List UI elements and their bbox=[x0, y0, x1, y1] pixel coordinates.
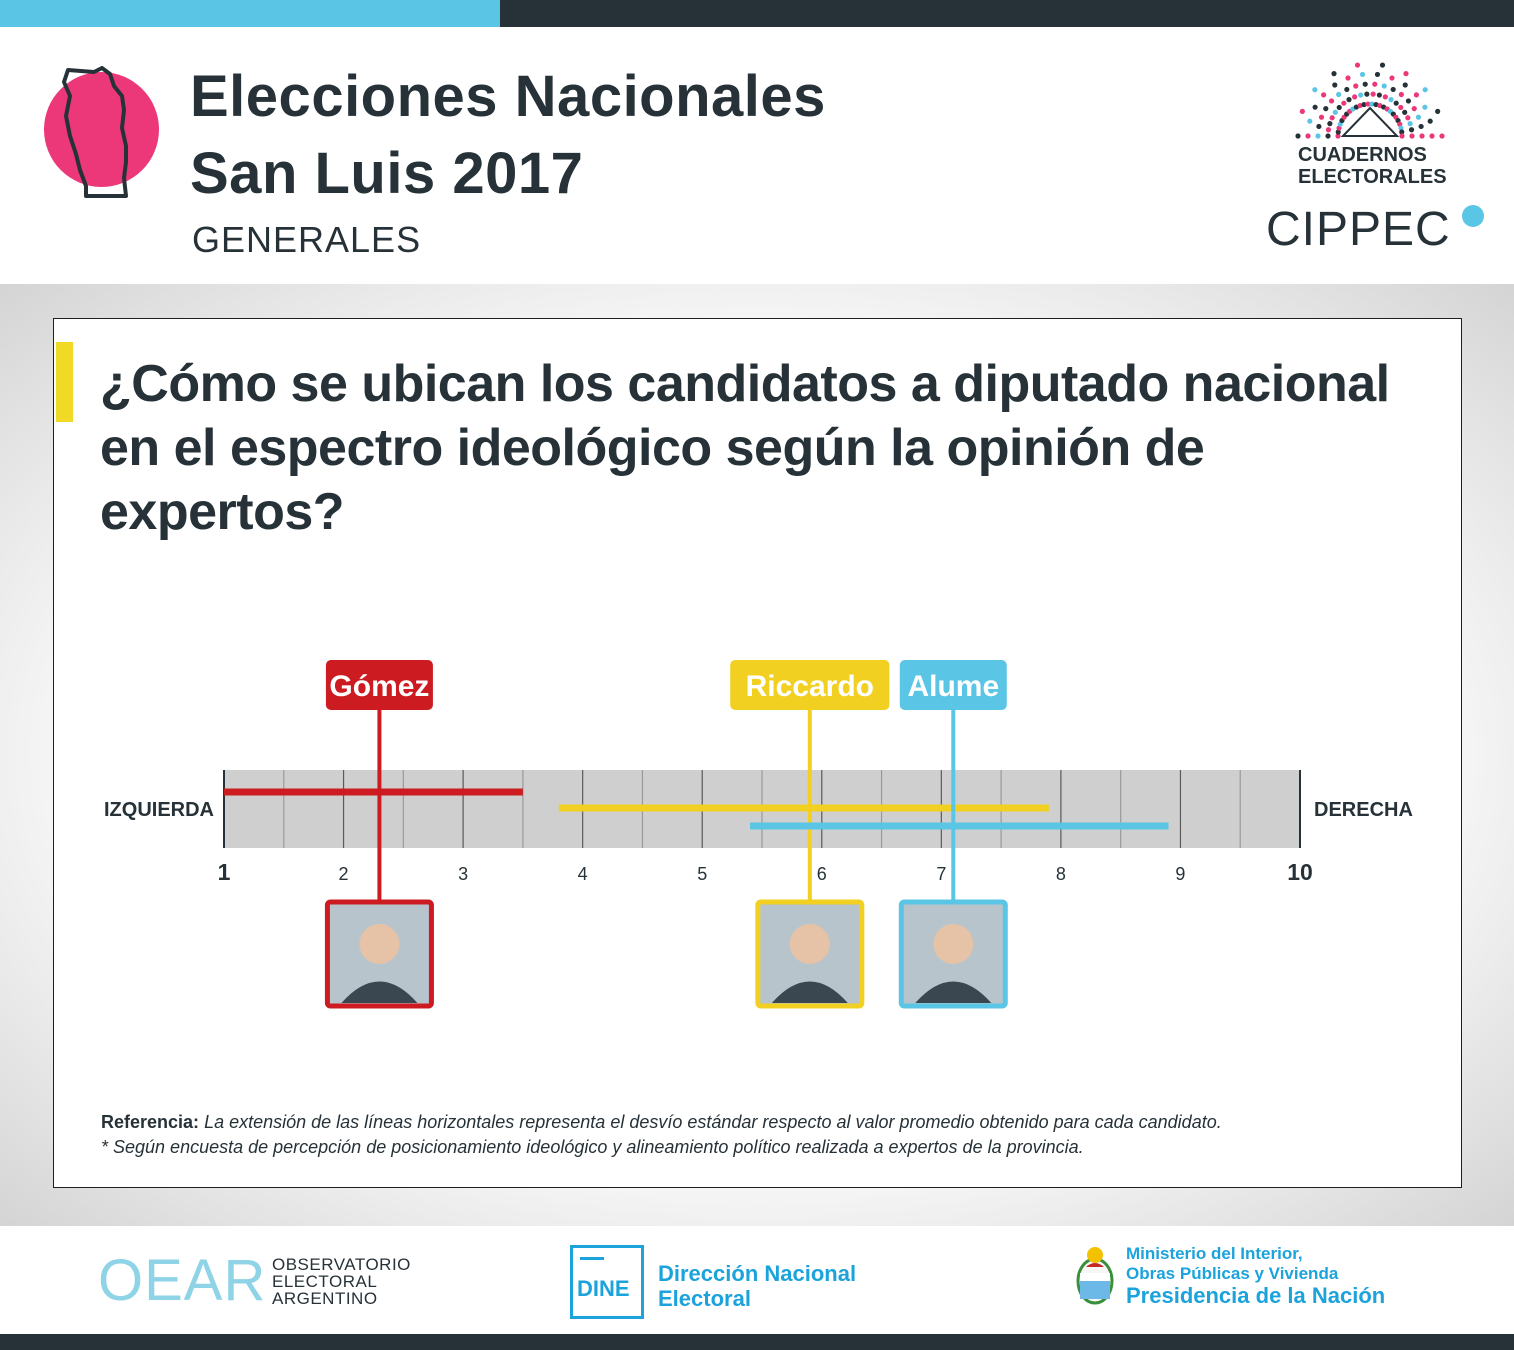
presidency-text: Presidencia de la Nación bbox=[1126, 1283, 1386, 1308]
cuadernos-electorales-logo-icon bbox=[1295, 62, 1445, 142]
candidate-name: Alume bbox=[907, 670, 1000, 703]
parliament-seat-dot bbox=[1329, 98, 1334, 103]
axis-tick-label: 6 bbox=[816, 864, 827, 884]
axis-tick-label: 10 bbox=[1287, 859, 1313, 885]
parliament-seat-dot bbox=[1360, 72, 1365, 77]
parliament-seat-dot bbox=[1403, 82, 1408, 87]
parliament-seat-dot bbox=[1383, 94, 1388, 99]
parliament-seat-dot bbox=[1355, 62, 1360, 67]
candidate-avatar-head bbox=[933, 924, 973, 964]
dine-logo: DINE bbox=[577, 1276, 630, 1301]
parliament-seat-dot bbox=[1316, 124, 1321, 129]
parliament-seat-dot bbox=[1325, 133, 1330, 138]
parliament-seat-dot bbox=[1345, 75, 1350, 80]
parliament-seat-dot bbox=[1414, 92, 1419, 97]
parliament-seat-dot bbox=[1416, 115, 1421, 120]
chart-reference bbox=[101, 1110, 1451, 1160]
candidate-name: Gómez bbox=[329, 670, 430, 703]
parliament-seat-dot bbox=[1409, 133, 1414, 138]
axis-tick-label: 8 bbox=[1055, 864, 1066, 884]
right-axis-label: DERECHA bbox=[1314, 799, 1413, 821]
parliament-seat-dot bbox=[1409, 127, 1414, 132]
oear-logo: OEAR bbox=[98, 1248, 267, 1313]
parliament-seat-dot bbox=[1398, 105, 1403, 110]
axis-tick-label: 9 bbox=[1175, 864, 1186, 884]
parliament-seat-dot bbox=[1405, 115, 1410, 120]
parliament-seat-dot bbox=[1358, 92, 1363, 97]
parliament-seat-dot bbox=[1295, 133, 1300, 138]
bottom-bar bbox=[0, 1334, 1514, 1350]
dine-logo-bar bbox=[580, 1257, 604, 1260]
parliament-seat-dot bbox=[1372, 82, 1377, 87]
cuadernos-electorales-logo-text bbox=[1298, 144, 1447, 188]
parliament-seat-dot bbox=[1353, 83, 1358, 88]
parliament-seat-dot bbox=[1422, 105, 1427, 110]
parliament-seat-dot bbox=[1305, 133, 1310, 138]
reference-note: * Según encuesta de percepción de posicionamiento ideológico y alineamiento político realizada a expertos de la provincia. bbox=[101, 1137, 1084, 1157]
candidate-name: Riccardo bbox=[745, 670, 875, 703]
parliament-seat-dot bbox=[1419, 133, 1424, 138]
parliament-seat-dot bbox=[1419, 124, 1424, 129]
question-accent-bar bbox=[56, 342, 73, 422]
parliament-seat-dot bbox=[1352, 94, 1357, 99]
axis-tick-label: 3 bbox=[458, 864, 469, 884]
page-title-line-1: Elecciones Nacionales bbox=[190, 64, 826, 129]
axis-tick-label: 7 bbox=[936, 864, 947, 884]
parliament-seat-dot bbox=[1327, 121, 1332, 126]
parliament-seat-dot bbox=[1319, 115, 1324, 120]
parliament-seat-dot bbox=[1315, 133, 1320, 138]
parliament-seat-dot bbox=[1300, 109, 1305, 114]
parliament-seat-dot bbox=[1408, 121, 1413, 126]
argentina-crest-icon bbox=[1072, 1243, 1118, 1311]
parliament-seat-dot bbox=[1326, 127, 1331, 132]
dine-line-1: Dirección Nacional bbox=[658, 1261, 857, 1286]
parliament-seat-dot bbox=[1439, 133, 1444, 138]
parliament-seat-dot bbox=[1394, 101, 1399, 106]
page-subtitle: GENERALES bbox=[192, 219, 422, 260]
ce-line-2: ELECTORALES bbox=[1298, 166, 1447, 188]
parliament-seat-dot bbox=[1435, 109, 1440, 114]
dine-logo-text bbox=[658, 1261, 856, 1311]
ce-line-1: CUADERNOS bbox=[1298, 144, 1427, 166]
parliament-seat-dot bbox=[1403, 71, 1408, 76]
cippec-logo: CIPPEC bbox=[1266, 203, 1451, 256]
parliament-seat-dot bbox=[1341, 101, 1346, 106]
parliament-seat-dot bbox=[1337, 105, 1342, 110]
parliament-seat-dot bbox=[1391, 87, 1396, 92]
ministry-line-1: Ministerio del Interior, bbox=[1126, 1244, 1303, 1263]
ministry-logo-text bbox=[1126, 1244, 1338, 1284]
parliament-seat-dot bbox=[1344, 87, 1349, 92]
parliament-seat-dot bbox=[1388, 97, 1393, 102]
parliament-seat-dot bbox=[1323, 106, 1328, 111]
parliament-seat-dot bbox=[1399, 133, 1404, 138]
reference-label: Referencia: bbox=[101, 1112, 200, 1132]
top-bar-accent bbox=[0, 0, 500, 27]
parliament-seat-dot bbox=[1307, 119, 1312, 124]
parliament-seat-dot bbox=[1321, 92, 1326, 97]
oear-logo-text bbox=[272, 1256, 411, 1307]
parliament-seat-dot bbox=[1330, 115, 1335, 120]
reference-text: La extensión de las líneas horizontales representa el desvío estándar respecto al valor promedio obtenido para cada candidato. bbox=[204, 1112, 1222, 1132]
parliament-seat-dot bbox=[1389, 75, 1394, 80]
san-luis-map-icon bbox=[56, 66, 136, 202]
candidate-avatar-head bbox=[359, 924, 399, 964]
parliament-seat-dot bbox=[1313, 105, 1318, 110]
parliament-seat-dot bbox=[1382, 83, 1387, 88]
chart-question: ¿Cómo se ubican los candidatos a diputado nacional en el espectro ideológico según la opinión de expertos? bbox=[100, 355, 1390, 541]
oear-line-2: ELECTORAL bbox=[272, 1272, 378, 1291]
parliament-seat-dot bbox=[1346, 97, 1351, 102]
candidate-avatar-head bbox=[790, 924, 830, 964]
page-title-line-2: San Luis 2017 bbox=[190, 141, 584, 206]
parliament-seat-dot bbox=[1429, 133, 1434, 138]
oear-line-3: ARGENTINO bbox=[272, 1289, 378, 1308]
axis-tick-label: 5 bbox=[697, 864, 708, 884]
parliament-seat-dot bbox=[1412, 106, 1417, 111]
ministry-line-2: Obras Públicas y Vivienda bbox=[1126, 1264, 1339, 1283]
dine-line-2: Electoral bbox=[658, 1286, 751, 1311]
parliament-seat-dot bbox=[1331, 71, 1336, 76]
parliament-seat-dot bbox=[1402, 110, 1407, 115]
ideology-spectrum-chart bbox=[60, 640, 1460, 1030]
parliament-seat-dot bbox=[1380, 62, 1385, 67]
parliament-seat-dot bbox=[1364, 92, 1369, 97]
left-axis-label: IZQUIERDA bbox=[104, 799, 214, 821]
parliament-seat-dot bbox=[1332, 82, 1337, 87]
parliament-seat-dot bbox=[1375, 72, 1380, 77]
axis-tick-label: 4 bbox=[577, 864, 588, 884]
parliament-seat-dot bbox=[1363, 82, 1368, 87]
parliament-seat-dot bbox=[1406, 98, 1411, 103]
top-bar bbox=[0, 0, 1514, 27]
oear-line-1: OBSERVATORIO bbox=[272, 1255, 411, 1274]
axis-tick-label: 2 bbox=[338, 864, 349, 884]
parliament-seat-dot bbox=[1423, 87, 1428, 92]
parliament-seat-dot bbox=[1428, 119, 1433, 124]
parliament-seat-dot bbox=[1333, 110, 1338, 115]
parliament-seat-dot bbox=[1312, 87, 1317, 92]
parliament-seat-dot bbox=[1336, 92, 1341, 97]
cippec-dot-icon bbox=[1462, 205, 1484, 227]
parliament-seat-dot bbox=[1377, 92, 1382, 97]
parliament-seat-dot bbox=[1371, 92, 1376, 97]
parliament-seat-dot bbox=[1399, 92, 1404, 97]
axis-tick-label: 1 bbox=[217, 859, 231, 885]
